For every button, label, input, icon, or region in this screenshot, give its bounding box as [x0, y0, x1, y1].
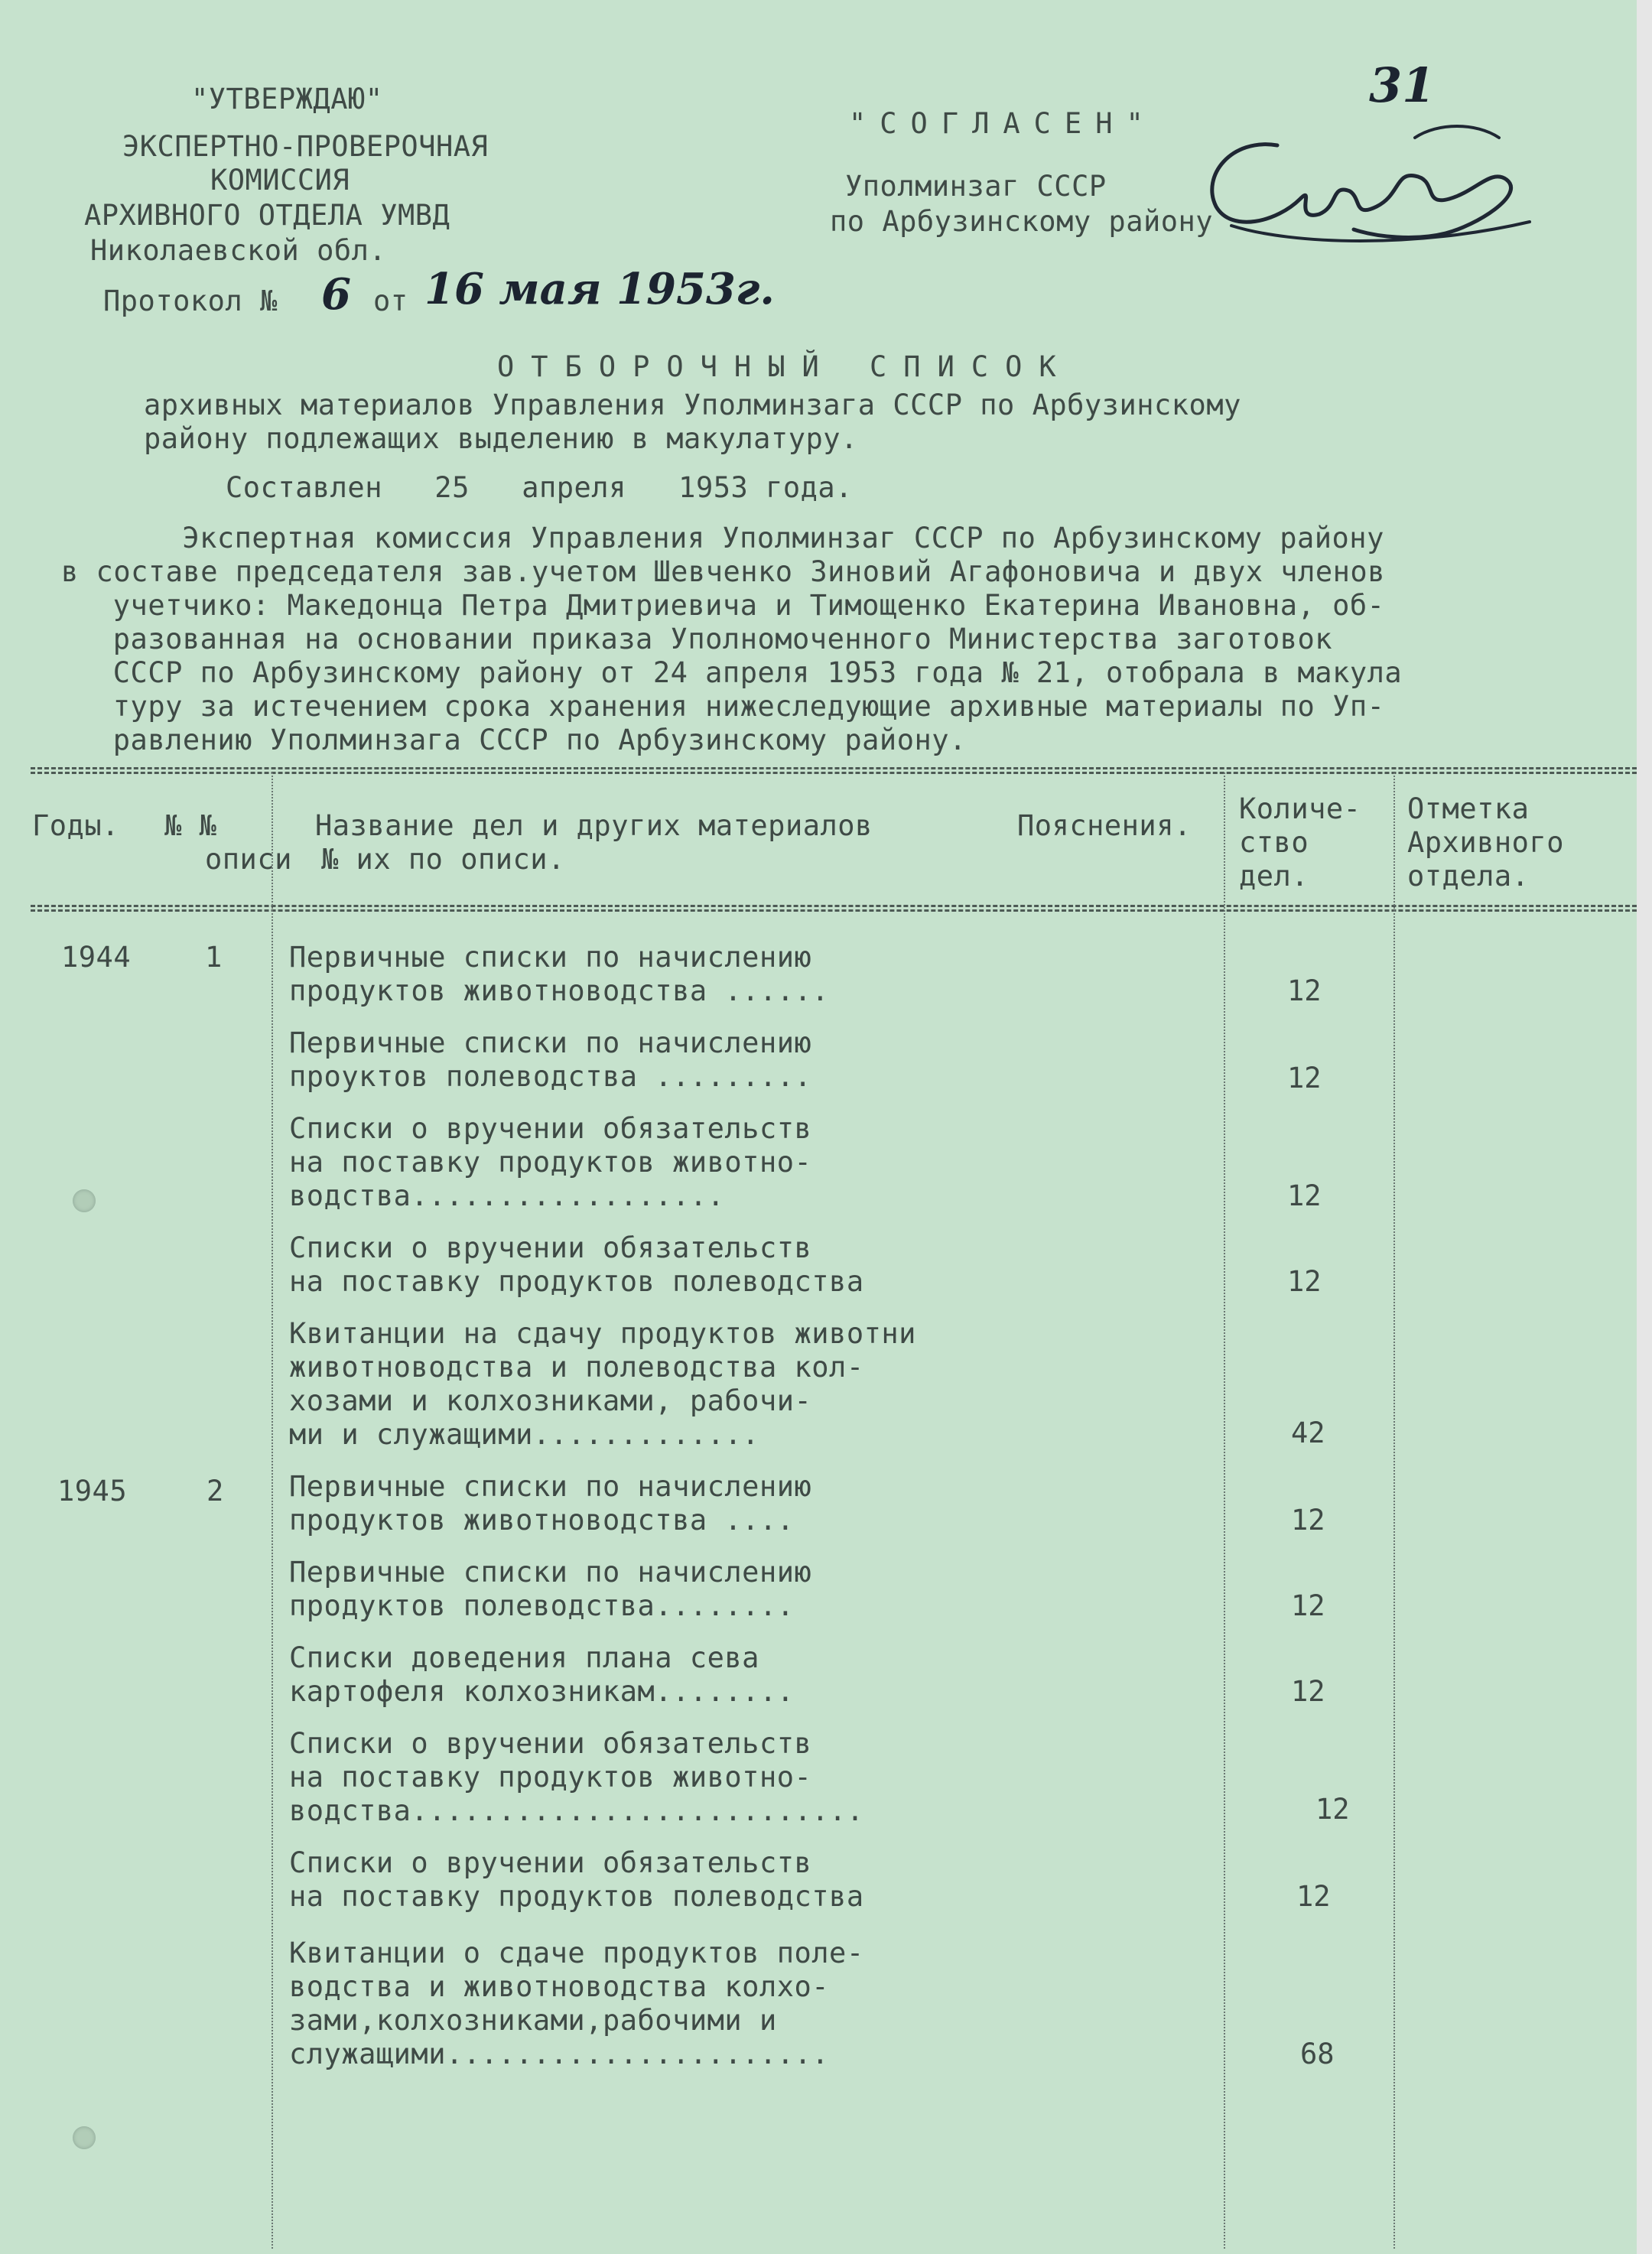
header-title-1: Название дел и других материалов	[315, 809, 873, 842]
document-subtitle-2: району подлежащих выделению в макулатуру.	[144, 422, 858, 455]
body-line-5: СССР по Арбузинскому району от 24 апреля 1953 года № 21, отобрала в макула	[96, 656, 1403, 689]
agreement-heading: "СОГЛАСЕН"	[849, 107, 1157, 140]
compiled-date: Составлен 25 апреля 1953 года.	[226, 471, 853, 504]
body-line-2: в составе председателя зав.учетом Шевченко Зиновий Агафоновича и двух членов	[61, 555, 1385, 588]
column-divider	[1393, 772, 1395, 2249]
row-title-line: Списки о вручении обязательств	[289, 1112, 812, 1145]
row-title-line: ми и служащими.............	[289, 1418, 759, 1451]
approval-line-4: Николаевской обл.	[90, 234, 387, 267]
header-mark-2: Архивного	[1407, 826, 1564, 859]
row-count: 12	[1287, 1179, 1322, 1212]
row-title-line: Списки о вручении обязательств	[289, 1231, 812, 1264]
row-year: 1945	[57, 1475, 128, 1508]
row-count: 12	[1287, 1265, 1322, 1298]
row-title-line: Списки о вручении обязательств	[289, 1846, 812, 1879]
punch-hole	[73, 2126, 96, 2149]
approval-line-1: ЭКСПЕРТНО-ПРОВЕРОЧНАЯ	[122, 130, 489, 163]
row-title-line: служащими......................	[289, 2038, 830, 2070]
row-title-line: продуктов животноводства ....	[289, 1504, 795, 1537]
header-mark-3: отдела.	[1407, 860, 1530, 893]
approval-line-3: АРХИВНОГО ОТДЕЛА УМВД	[84, 199, 450, 232]
row-title-line: хозами и колхозниками, рабочи-	[289, 1384, 812, 1417]
row-title-line: водства..........................	[289, 1794, 864, 1827]
row-title-line: Списки о вручении обязательств	[289, 1727, 812, 1760]
row-title-line: на поставку продуктов животно-	[289, 1146, 812, 1179]
row-list: 1	[205, 941, 223, 974]
body-line-7: равлению Уполминзага СССР по Арбузинскому району.	[96, 724, 967, 756]
row-list: 2	[206, 1475, 224, 1508]
approval-line-2: КОМИССИЯ	[210, 164, 350, 197]
row-year: 1944	[61, 941, 132, 974]
row-title-line: Первичные списки по начислению	[289, 941, 812, 974]
row-title-line: на поставку продуктов полеводства	[289, 1265, 864, 1298]
protocol-date: 16 мая 1953г.	[424, 264, 775, 314]
column-divider	[1224, 772, 1225, 2249]
agreement-line-1: Уполминзаг СССР	[845, 170, 1107, 203]
body-line-4: разованная на основании приказа Уполномоченного Министерства заготовок	[96, 623, 1333, 655]
body-line-3: учетчико: Македонца Петра Дмитриевича и Тимощенко Екатерина Ивановна, об-	[96, 589, 1385, 622]
row-title-line: на поставку продуктов животно-	[289, 1761, 812, 1794]
header-list-no-2: описи	[205, 843, 292, 876]
protocol-prefix: Протокол №	[103, 285, 278, 317]
row-count: 12	[1291, 1504, 1325, 1537]
document-title: ОТБОРОЧНЫЙ СПИСОК	[497, 350, 1073, 383]
body-line-1: Экспертная комиссия Управления Уполминзаг СССР по Арбузинскому району	[130, 522, 1384, 555]
header-notes: Пояснения.	[1017, 809, 1192, 842]
row-title-line: продуктов полеводства........	[289, 1589, 795, 1622]
row-title-line: зами,колхозниками,рабочими и	[289, 2004, 777, 2037]
paper-edge	[1637, 0, 1652, 2254]
agreement-line-2: по Арбузинскому району	[830, 205, 1214, 238]
row-title-line: Первичные списки по начислению	[289, 1026, 812, 1059]
document-subtitle-1: архивных материалов Управления Уполминзага СССР по Арбузинскому	[144, 389, 1241, 421]
punch-hole	[73, 1189, 96, 1212]
header-list-no-1: № №	[164, 809, 217, 842]
row-count: 12	[1291, 1589, 1325, 1622]
row-title-line: Первичные списки по начислению	[289, 1556, 812, 1589]
header-mark-1: Отметка	[1407, 792, 1530, 825]
protocol-from: от	[373, 285, 408, 317]
header-count-3: дел.	[1239, 860, 1309, 893]
row-count: 12	[1287, 974, 1322, 1007]
row-title-line: картофеля колхозникам........	[289, 1675, 795, 1708]
body-line-6: туру за истечением срока хранения нижеследующие архивные материалы по Уп-	[96, 690, 1385, 723]
row-title-line: водства..................	[289, 1179, 725, 1212]
row-count: 68	[1300, 2038, 1335, 2070]
row-title-line: Списки доведения плана сева	[289, 1641, 759, 1674]
row-title-line: Первичные списки по начислению	[289, 1470, 812, 1503]
row-count: 42	[1291, 1416, 1325, 1449]
header-count-2: ство	[1239, 826, 1309, 859]
row-count: 12	[1287, 1062, 1322, 1094]
row-count: 12	[1296, 1880, 1331, 1913]
row-title-line: животноводства и полеводства кол-	[289, 1351, 864, 1384]
row-count: 12	[1291, 1675, 1325, 1708]
approval-heading: "УТВЕРЖДАЮ"	[191, 83, 383, 115]
protocol-number: 6	[321, 269, 351, 320]
row-title-line: Квитанции на сдачу продуктов животни	[289, 1317, 916, 1350]
page-number: 31	[1369, 57, 1436, 113]
row-title-line: водства и животноводства колхо-	[289, 1970, 830, 2003]
row-title-line: Квитанции о сдаче продуктов поле-	[289, 1937, 864, 1969]
signature-icon	[1185, 92, 1553, 260]
row-title-line: продуктов животноводства ......	[289, 974, 830, 1007]
row-title-line: проуктов полеводства .........	[289, 1060, 812, 1093]
row-title-line: на поставку продуктов полеводства	[289, 1880, 864, 1913]
header-title-2: № их по описи.	[321, 843, 565, 876]
column-divider	[272, 772, 273, 2249]
header-count-1: Количе-	[1239, 792, 1361, 825]
row-count: 12	[1315, 1793, 1350, 1826]
header-year: Годы.	[32, 809, 119, 842]
